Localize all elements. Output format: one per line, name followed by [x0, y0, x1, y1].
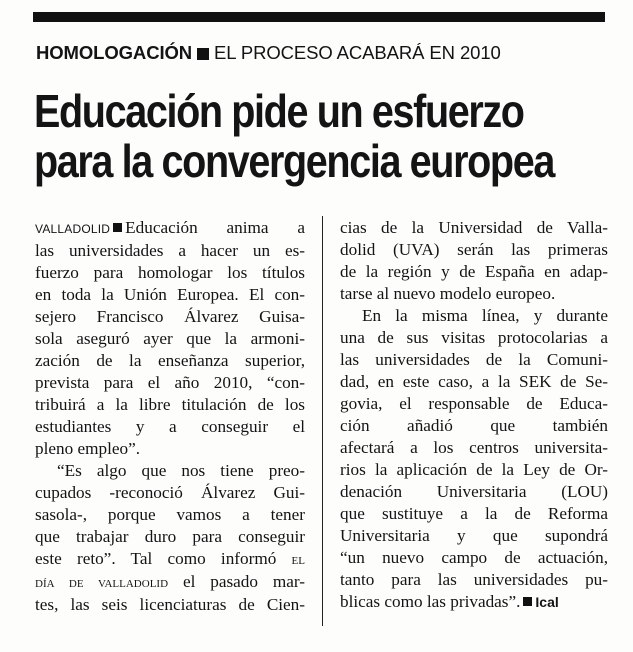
- column-divider: [322, 216, 323, 626]
- headline-line-1: Educación pide un esfuerzo: [34, 85, 524, 137]
- text-line: cias de la Universidad de Valla-: [340, 218, 608, 237]
- text-line: que trabajar duro para conseguir: [35, 527, 305, 546]
- text-line: este reto”. Tal como informó: [35, 549, 277, 568]
- text-line: ción añadió que también: [340, 416, 608, 435]
- text-line: sasola-, porque vamos a tener: [35, 505, 305, 524]
- paragraph: [35, 217, 305, 460]
- text-line: denación Universitaria (LOU): [340, 482, 608, 501]
- headline: [34, 85, 554, 187]
- headline-line-2: para la convergencia europea: [34, 135, 554, 187]
- square-bullet-icon: [113, 223, 122, 232]
- text-line: fuerzo para homologar los títulos: [35, 263, 305, 282]
- text-line: rios la aplicación de la Ley de Or-: [340, 460, 608, 479]
- paragraph: [340, 305, 608, 613]
- text-line: blicas como las privadas”.: [340, 592, 521, 611]
- text-line: de la región y de España en adap-: [340, 262, 608, 281]
- text-line: afectará a los centros universita-: [340, 438, 608, 457]
- square-bullet-icon: [523, 597, 532, 606]
- text-line: sejero Francisco Álvarez Guisa-: [35, 307, 305, 326]
- text-line: que sustituye a la de Reforma: [340, 504, 608, 523]
- text-line: “Es algo que nos tiene preo-: [57, 461, 305, 480]
- text-line: pleno empleo”.: [35, 439, 140, 458]
- text-line: zación de la enseñanza superior,: [35, 351, 305, 370]
- square-bullet-icon: [197, 48, 209, 60]
- article-column-right: [340, 217, 608, 613]
- text-line: tes, las seis licenciaturas de Cien-: [35, 595, 305, 614]
- text-line: una de sus visitas protocolarias a: [340, 328, 608, 347]
- text-line: dolid (UVA) serán las primeras: [340, 240, 608, 259]
- text-line: las universidades de la Comuni-: [340, 350, 608, 369]
- kicker-section: HOMOLOGACIÓN: [36, 42, 193, 63]
- text-line: govia, el responsable de Educa-: [340, 394, 608, 413]
- text-line: el pasado mar-: [182, 572, 306, 591]
- text-line: dad, en este caso, a la SEK de Se-: [340, 372, 608, 391]
- text-line: “un nuevo campo de actuación,: [340, 548, 608, 567]
- kicker: [36, 42, 606, 68]
- text-line: Educación anima a: [125, 218, 305, 237]
- text-line: las universidades a hacer un es-: [35, 241, 305, 260]
- text-line: En la misma línea, y durante: [362, 306, 608, 325]
- text-line: tribuirá a la libre titulación de los: [35, 395, 305, 414]
- dateline: VALLADOLID: [35, 222, 111, 236]
- text-line: estudiantes y a conseguir el: [35, 417, 305, 436]
- newspaper-name: día de valladolid: [35, 575, 169, 591]
- paragraph: [340, 217, 608, 305]
- paragraph: [35, 460, 305, 616]
- text-line: cupados -reconoció Álvarez Gui-: [35, 483, 305, 502]
- text-line: prevista para el año 2010, “con-: [35, 373, 305, 392]
- text-line: Universitaria y que supondrá: [340, 526, 608, 545]
- text-line: sola aseguró ayer que la armoni-: [35, 329, 305, 348]
- text-line: en toda la Unión Europea. El con-: [35, 285, 305, 304]
- text-line: tanto para las universidades pu-: [340, 570, 608, 589]
- signoff: Ical: [535, 594, 559, 610]
- kicker-subtitle: EL PROCESO ACABARÁ EN 2010: [214, 42, 501, 63]
- text-line: tarse al nuevo modelo europeo.: [340, 284, 556, 303]
- newspaper-name: el: [291, 552, 305, 568]
- top-rule: [33, 12, 605, 22]
- article-column-left: [35, 217, 305, 616]
